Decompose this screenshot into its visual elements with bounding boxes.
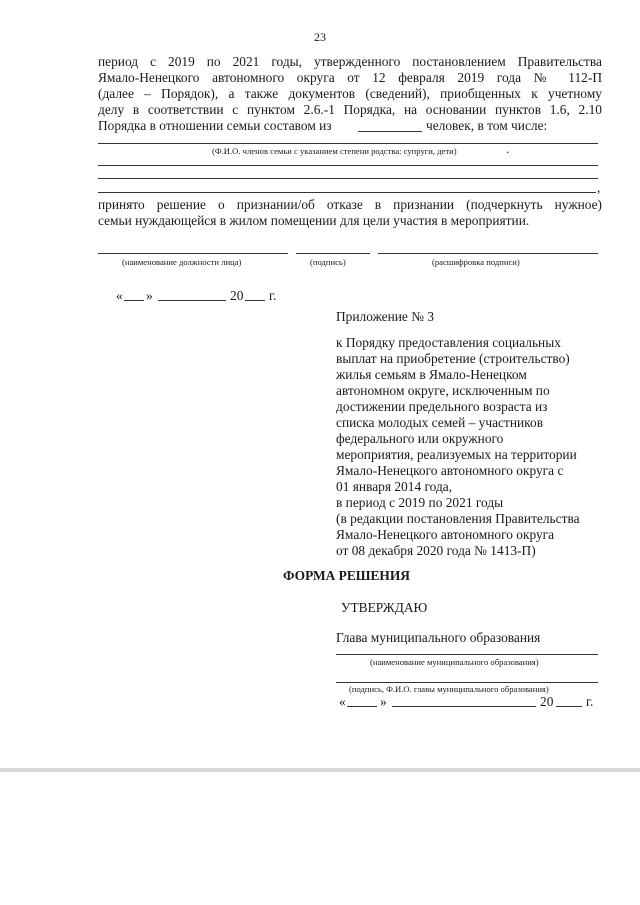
appendix-line: Ямало-Ненецкого автономного округа [336,527,555,542]
decision-line-1: принято решение о признании/об отказе в признании (подчеркнуть нужное) [98,197,602,212]
appendix-line: автономном округе, исключенным по [336,383,550,398]
date-year-suffix: г. [269,288,277,303]
appendix-line: (в редакции постановления Правительства [336,511,580,526]
paragraph-line-3: (далее – Порядок), а также документов (сведений), приобщенных к учетному [98,86,602,101]
head-label: Глава муниципального образования [336,630,541,645]
appendix-line: достижении предельного возраста из [336,399,548,414]
page-number: 23 [314,30,326,44]
appendix-line: к Порядку предоставления социальных [336,335,561,350]
appendix-line: Ямало-Ненецкого автономного округа с [336,463,564,478]
appendix-line: 01 января 2014 года, [336,479,453,494]
appendix-line: федерального или окружного [336,431,504,446]
decoding-signature-line [378,253,598,254]
appendix-line: мероприятия, реализуемых на территории [336,447,577,462]
paragraph-line-1: период с 2019 по 2021 годы, утвержденного постановлением Правительства [98,54,602,69]
approval-date-year-prefix: 20 [540,694,554,709]
approve-label: УТВЕРЖДАЮ [341,600,428,615]
paragraph-line-2: Ямало-Ненецкого автономного округа от 12 февраля 2019 года № 112-П [98,70,602,85]
approval-date-day-blank [347,706,377,707]
family-size-blank [358,131,422,132]
decision-line-2: семьи нуждающейся в жилом помещении для цели участия в мероприятии. [98,213,530,228]
form-title: ФОРМА РЕШЕНИЯ [283,568,410,583]
approval-date-close-quote: » [380,694,387,709]
date-day-blank [124,300,144,301]
approval-date-open-quote: « [339,694,346,709]
caption-signature: (подпись) [310,257,346,267]
paragraph-line-4: делу в соответствии с пунктом 2.6.-1 Порядка, на основании пунктов 1.6, 2.10 [98,102,602,117]
appendix-line: жилья семьям в Ямало-Ненецком [336,367,527,382]
paragraph-line-5-end: человек, в том числе: [426,118,548,133]
head-signature-line [336,682,598,683]
date-open-quote: « [116,288,123,303]
approval-date-month-blank [392,706,536,707]
date-year-prefix: 20 [230,288,244,303]
appendix-line: в период с 2019 по 2021 годы [336,495,504,510]
signature-line [296,253,370,254]
date-year-blank [245,300,265,301]
approval-date-year-blank [556,706,582,707]
date-close-quote: » [146,288,153,303]
appendix-line: списка молодых семей – участников [336,415,544,430]
date-month-blank [158,300,226,301]
caption-position: (наименование должности лица) [122,257,242,267]
caption-municipality: (наименование муниципального образования) [370,657,539,667]
municipality-line [336,654,598,655]
paragraph-line-5-start: Порядка в отношении семьи составом из [98,118,332,133]
family-line-comma: , [597,180,601,195]
caption-head-signature: (подпись, Ф.И.О. главы муниципального образования) [349,684,549,694]
scan-bottom-edge [0,768,640,772]
position-signature-line [98,253,288,254]
family-line-4 [98,192,596,193]
family-line-2 [98,165,598,166]
family-caption-dot: . [506,141,510,156]
appendix-line: от 08 декабря 2020 года № 1413-П) [336,543,536,558]
appendix-title: Приложение № 3 [336,309,435,324]
caption-decoding: (расшифровка подписи) [432,257,520,267]
approval-date-year-suffix: г. [586,694,594,709]
family-caption: (Ф.И.О. членов семьи с указанием степени родства: супруги, дети) [212,146,457,156]
family-line-3 [98,178,598,179]
appendix-line: выплат на приобретение (строительство) [336,351,570,366]
family-line-1 [98,143,598,144]
